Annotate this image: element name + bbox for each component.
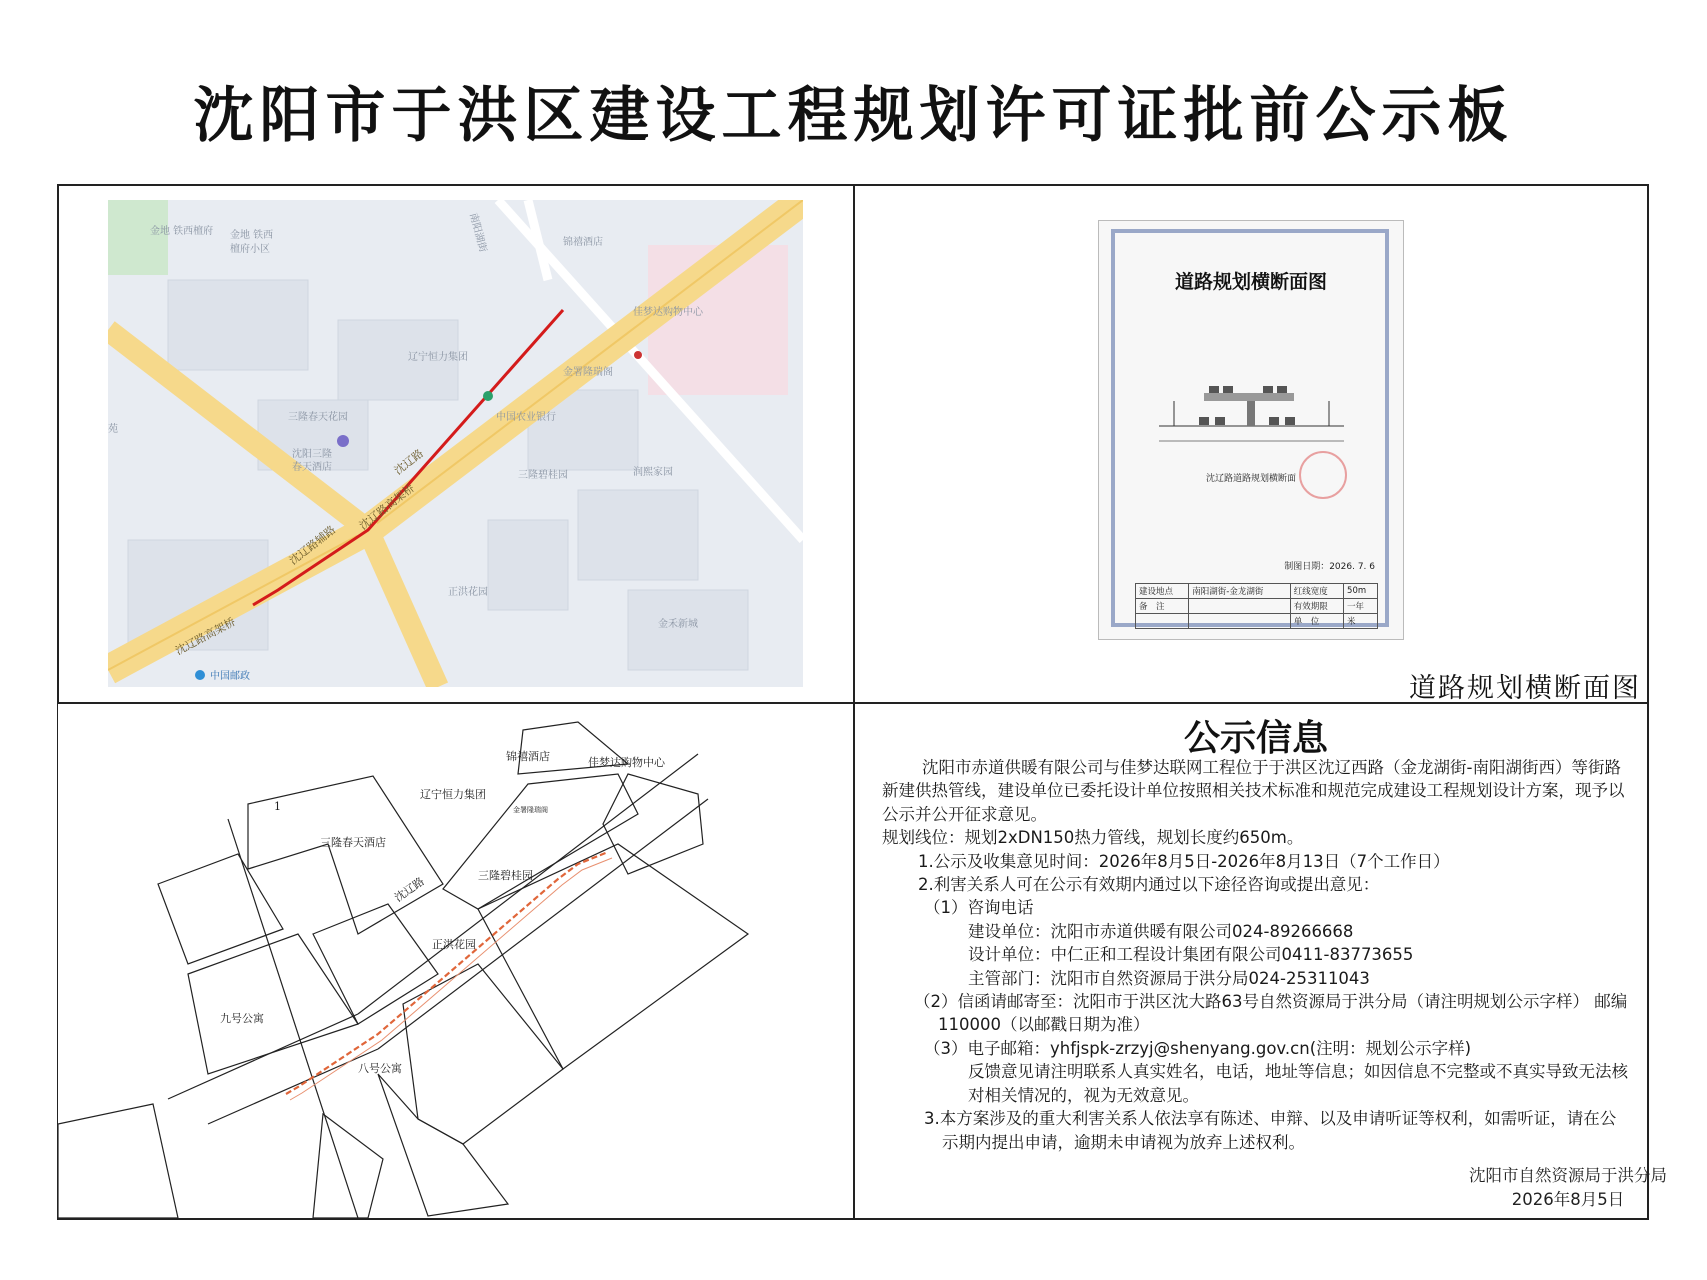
- post-icon: [195, 670, 205, 680]
- section-profile-graphic: [1159, 381, 1344, 451]
- plan-label-jiuhao: 九号公寓: [220, 1012, 264, 1025]
- cell: [1136, 614, 1189, 629]
- section-date: 制图日期：2026. 7. 6: [1284, 562, 1375, 572]
- notice-body: [882, 756, 1630, 1154]
- notice-paragraph: （2）信函请邮寄至：沈阳市于洪区沈大路63号自然资源局于洪分局（请注明规划公示字样） 邮编110000（以邮戳日期为准）: [914, 992, 1628, 1035]
- hotel-icon: [337, 435, 349, 447]
- map-poi-icon: [634, 351, 642, 359]
- notice-paragraph: （1）咨询电话: [924, 898, 1034, 918]
- notice-paragraph: 主管部门：沈阳市自然资源局于洪分局024-25311043: [968, 968, 1370, 988]
- notice-paragraph: 3.本方案涉及的重大利害关系人依法享有陈述、申辩、以及申请听证等权利，如需听证，请在公示期内提出申请，逾期未申请视为放弃上述权利。: [924, 1109, 1617, 1152]
- cell: [1189, 599, 1290, 614]
- notice-paragraph: 设计单位：中仁正和工程设计集团有限公司0411-83773655: [968, 945, 1414, 965]
- map-label-sanlong-hotel1: 沈阳三隆: [292, 449, 332, 460]
- notice-paragraph: 建设单位：沈阳市赤道供暖有限公司024-89266668: [968, 921, 1354, 941]
- map-label-jinhe: 金禾新城: [658, 619, 698, 630]
- map-label-jindi2: 金地 铁西: [230, 230, 274, 241]
- cell: 备 注: [1136, 599, 1189, 614]
- site-plan: [58, 704, 852, 1218]
- map-label-agri-bank: 中国农业银行: [496, 412, 556, 423]
- map-label-jindi1: 金地 铁西檀府: [150, 226, 214, 237]
- notice-paragraph: 2.利害关系人可在公示有效期内通过以下途径咨询或提出意见：: [918, 875, 1380, 895]
- cell: 南阳湖街-金龙湖街: [1189, 584, 1290, 599]
- section-title: 道路规划横断面图: [1174, 271, 1327, 293]
- notice-paragraph: 反馈意见请注明联系人真实姓名，电话，地址等信息；如因信息不完整或不真实导致无法核对相关情况的，视为无效意见。: [968, 1062, 1628, 1105]
- map-label-shenliao-ramp: 沈辽路辅路: [286, 523, 339, 568]
- map-label-jindi3: 檀府小区: [230, 244, 270, 255]
- map-label-shenliao-viaduct: 沈辽路高架桥: [356, 481, 417, 533]
- notice-info: [880, 704, 1632, 1218]
- plan-label-jinshu: 金署隆瑞阁: [513, 806, 548, 814]
- signature-date: 2026年8月5日: [1511, 1190, 1625, 1209]
- signature-org: 沈阳市自然资源局于洪分局: [1469, 1166, 1667, 1185]
- location-map: [108, 200, 803, 687]
- bank-icon: [483, 391, 493, 401]
- map-label-vert-road: 南阳湖街: [467, 211, 489, 254]
- seal-stamp: [1299, 451, 1347, 499]
- page-title: 沈阳市于洪区建设工程规划许可证批前公示板: [193, 81, 1514, 151]
- plan-pipeline-route: [286, 852, 608, 1094]
- cell: 有效期限: [1290, 599, 1343, 614]
- map-label-jinxiu: 锦禧酒店: [563, 237, 603, 248]
- map-label-shenliao-road: 沈辽路: [391, 446, 426, 478]
- plan-label-sanlong-hotel: 三隆春天酒店: [320, 836, 386, 849]
- notice-paragraph: 沈阳市赤道供暖有限公司与佳梦达联网工程位于于洪区沈辽西路（金龙湖街-南阳湖街西）等街路新建供热管线，建设单位已委托设计单位按照相关技术标准和规范完成建设工程规划设计方案，现予以公示并公开征求意见。: [882, 758, 1625, 824]
- cell: 米: [1344, 614, 1378, 629]
- notice-title: 公示信息: [1183, 718, 1328, 759]
- map-label-zhenghong: 正洪花园: [448, 587, 488, 598]
- notice-paragraph: 1.公示及收集意见时间：2026年8月5日-2026年8月13日（7个工作日）: [918, 851, 1450, 871]
- notice-paragraph: 规划线位：规划2xDN150热力管线，规划长度约650m。: [882, 828, 1304, 848]
- map-label-runxi: 润熙家园: [633, 467, 673, 478]
- plan-label-shenliao: 沈辽路: [392, 874, 427, 905]
- map-label-bigui: 三隆碧桂园: [518, 470, 568, 481]
- plan-label-jiameng: 佳梦达购物中心: [588, 756, 665, 769]
- cell: 单 位: [1290, 614, 1343, 629]
- section-info-table: [1135, 583, 1378, 629]
- map-label-jiameng: 佳梦达购物中心: [633, 307, 703, 318]
- cell: 建设地点: [1136, 584, 1189, 599]
- cell: [1189, 614, 1290, 629]
- cell: 红线宽度: [1290, 584, 1343, 599]
- plan-label-jinxiu: 锦禧酒店: [506, 750, 550, 763]
- section-caption: 道路规划横断面图: [1409, 673, 1641, 704]
- plan-label-bahao: 八号公寓: [358, 1062, 402, 1075]
- map-label-sanlong-garden: 三隆春天花园: [288, 412, 348, 423]
- plan-label-bigui: 三隆碧桂园: [478, 869, 533, 882]
- map-green-area: [108, 200, 168, 275]
- cell: 一年: [1344, 599, 1378, 614]
- map-label-shenliao-viaduct2: 沈辽路高架桥: [173, 615, 238, 658]
- map-label-side: 苑: [108, 424, 118, 435]
- road-section-drawing: [1098, 220, 1404, 640]
- section-subtitle: 沈辽路道路规划横断面: [1205, 474, 1296, 484]
- plan-label-one: 1: [274, 800, 281, 813]
- map-label-sanlong-hotel2: 春天酒店: [292, 462, 332, 473]
- map-label-liaoning: 辽宁恒力集团: [408, 352, 468, 363]
- map-label-jinshu: 金署隆瑞阁: [563, 367, 613, 378]
- signature-block: [1469, 1164, 1667, 1212]
- map-label-post: 中国邮政: [210, 671, 250, 682]
- notice-paragraph: （3）电子邮箱：yhfjspk-zrzyj@shenyang.gov.cn(注明：规划公示字样): [924, 1038, 1472, 1058]
- cell: 50m: [1344, 584, 1378, 599]
- plan-label-liaoning: 辽宁恒力集团: [420, 788, 486, 801]
- plan-label-zhenghong: 正洪花园: [432, 938, 476, 951]
